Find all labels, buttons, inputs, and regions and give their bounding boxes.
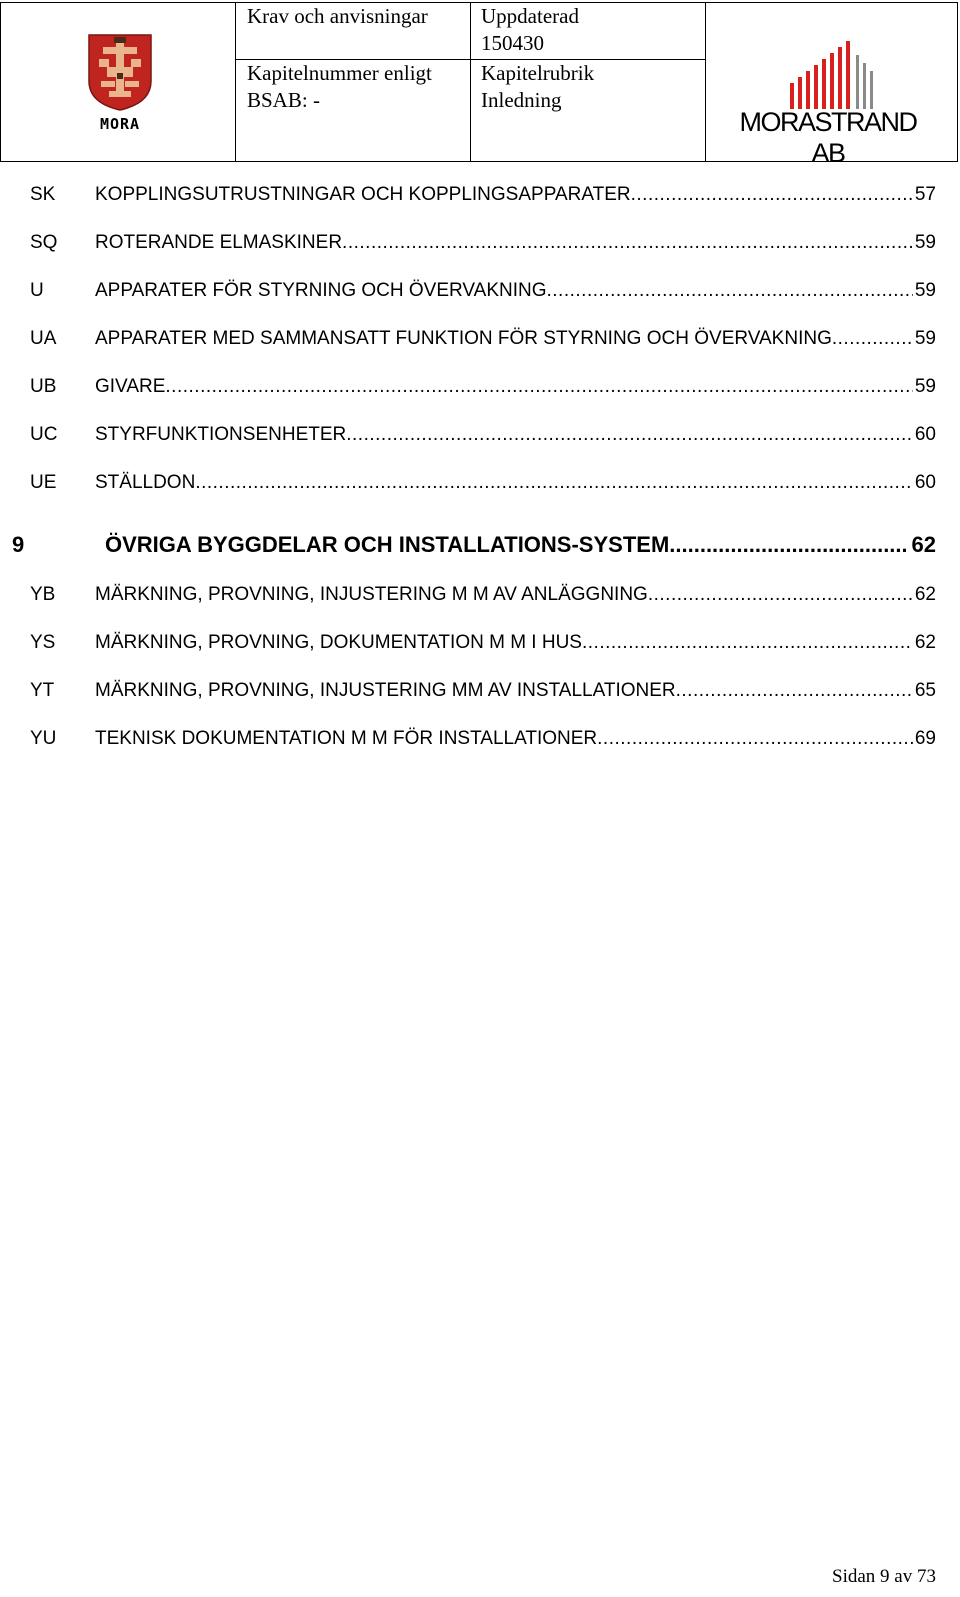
toc-code: SQ [30, 232, 58, 253]
toc-page: 59 [914, 232, 936, 253]
toc-section-heading[interactable] [0, 532, 960, 564]
header-divider [470, 3, 471, 161]
toc-entry[interactable] [0, 232, 960, 262]
toc-page: 69 [914, 728, 936, 749]
toc-code: UA [30, 328, 57, 349]
toc-entry[interactable] [0, 184, 960, 214]
chapter-label: Kapitelnummer enligt [247, 61, 432, 85]
toc-entry[interactable] [0, 472, 960, 502]
toc-leader [165, 376, 912, 398]
toc-entry[interactable] [0, 376, 960, 406]
toc-page: 57 [914, 184, 936, 205]
mora-crest-logo [87, 33, 153, 111]
toc-code: SK [30, 184, 56, 205]
section-page: 62 [911, 532, 936, 557]
toc-title: MÄRKNING, PROVNING, INJUSTERING MM AV INSTALLATIONER [95, 680, 676, 701]
toc-page: 62 [914, 584, 936, 605]
updated-label: Uppdaterad [481, 4, 579, 28]
toc-page: 62 [914, 632, 936, 653]
page-number: Sidan 9 av 73 [832, 1566, 936, 1587]
rubric-value: Inledning [481, 88, 562, 112]
toc-leader [832, 328, 913, 350]
chapter-value: BSAB: - [247, 88, 320, 112]
toc-leader [547, 280, 913, 302]
toc-code: YT [30, 680, 55, 701]
toc-title: STÄLLDON [95, 472, 196, 493]
toc-page: 65 [914, 680, 936, 701]
toc-code: U [30, 280, 44, 301]
toc-leader [346, 424, 913, 446]
toc-title: ROTERANDE ELMASKINER [95, 232, 343, 253]
toc-entry[interactable] [0, 680, 960, 710]
toc-code: YU [30, 728, 57, 749]
company-name: MORASTRAND AB [739, 107, 917, 168]
section-title: ÖVRIGA BYGGDELAR OCH INSTALLATIONS-SYSTEM [105, 532, 670, 557]
section-number: 9 [12, 532, 25, 557]
header-divider [235, 3, 236, 161]
morastrand-bars-logo [786, 33, 884, 109]
toc-page: 59 [914, 328, 936, 349]
toc-entry[interactable] [0, 728, 960, 758]
toc-leader [342, 232, 913, 254]
toc-title: APPARATER MED SAMMANSATT FUNKTION FÖR STYRNING OCH ÖVERVAKNING [95, 328, 832, 349]
toc-code: YS [30, 632, 56, 653]
toc-page: 60 [914, 424, 936, 445]
toc-page: 59 [914, 280, 936, 301]
toc-page: 59 [914, 376, 936, 397]
toc-leader [597, 728, 913, 750]
toc-title: KOPPLINGSUTRUSTNINGAR OCH KOPPLINGSAPPARATER [95, 184, 631, 205]
toc-leader [631, 184, 913, 206]
toc-code: UB [30, 376, 57, 397]
toc-entry[interactable] [0, 424, 960, 454]
toc-title: APPARATER FÖR STYRNING OCH ÖVERVAKNING [95, 280, 547, 301]
header-divider [705, 3, 706, 161]
crest-caption: MORA [99, 115, 141, 133]
toc-leader [582, 632, 913, 654]
toc-title: MÄRKNING, PROVNING, DOKUMENTATION M M I HUS [95, 632, 582, 653]
toc-leader [195, 472, 913, 494]
toc-page: 60 [914, 472, 936, 493]
updated-value: 150430 [481, 31, 544, 55]
rubric-label: Kapitelrubrik [481, 61, 595, 85]
toc-code: UC [30, 424, 58, 445]
toc-title: STYRFUNKTIONSENHETER [95, 424, 347, 445]
toc-title: TEKNISK DOKUMENTATION M M FÖR INSTALLATIONER [95, 728, 598, 749]
toc-code: UE [30, 472, 57, 493]
toc-entry[interactable] [0, 328, 960, 358]
toc-entry[interactable] [0, 632, 960, 662]
toc-entry[interactable] [0, 280, 960, 310]
toc-leader [669, 532, 905, 558]
doc-title: Krav och anvisningar [247, 4, 428, 28]
toc-leader [676, 680, 913, 702]
toc-leader [648, 584, 913, 606]
toc-entry[interactable] [0, 584, 960, 614]
toc-code: YB [30, 584, 56, 605]
document-header [0, 2, 958, 168]
toc-title: GIVARE [95, 376, 166, 397]
toc-title: MÄRKNING, PROVNING, INJUSTERING M M AV ANLÄGGNING [95, 584, 648, 605]
